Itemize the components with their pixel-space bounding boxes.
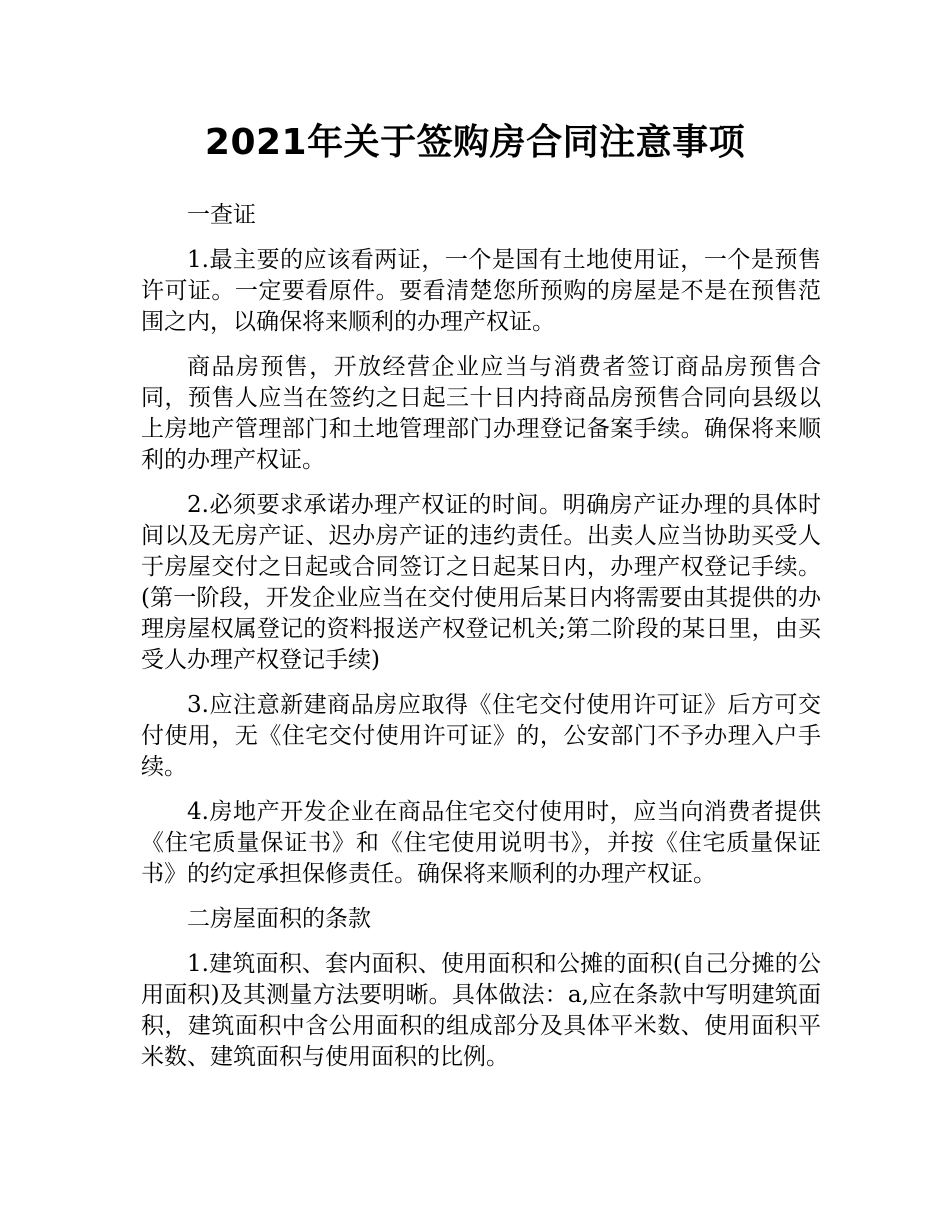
paragraph-two-certificates: 1.最主要的应该看两证，一个是国有土地使用证，一个是预售许可证。一定要看原件。要看清楚您所预购的房屋是不是在预售范围之内，以确保将来顺利的办理产权证。 [141,247,821,335]
document-title: 2021年关于签购房合同注意事项 [204,122,746,163]
paragraph-area-measurement: 1.建筑面积、套内面积、使用面积和公摊的面积(自己分摊的公用面积)及其测量方法要明晰。具体做法：a,应在条款中写明建筑面积，建筑面积中含公用面积的组成部分及具体平米数、使用面积平米数、建筑面积与使用面积的比例。 [141,951,821,1070]
document-body [141,200,821,1087]
paragraph-presale-contract: 商品房预售，开放经营企业应当与消费者签订商品房预售合同，预售人应当在签约之日起三十日内持商品房预售合同向县级以上房地产管理部门和土地管理部门办理登记备案手续。确保将来顺利的办理产权证。 [141,354,821,473]
section-heading-area-terms: 二房屋面积的条款 [187,906,371,932]
paragraph-property-certificate-time: 2.必须要求承诺办理产权证的时间。明确房产证办理的具体时间以及无房产证、迟办房产证的违约责任。出卖人应当协助买受人于房屋交付之日起或合同签订之日起某日内，办理产权登记手续。(第一阶段，开发企业应当在交付使用后某日内将需要由其提供的办理房屋权属登记的资料报送产权登记机关;第二阶段的某日里，由买受人办理产权登记手续) [141,492,821,673]
paragraph-delivery-permit: 3.应注意新建商品房应取得《住宅交付使用许可证》后方可交付使用，无《住宅交付使用许可证》的，公安部门不予办理入户手续。 [141,692,821,780]
paragraph-quality-guarantee: 4.房地产开发企业在商品住宅交付使用时，应当向消费者提供《住宅质量保证书》和《住宅使用说明书》，并按《住宅质量保证书》的约定承担保修责任。确保将来顺利的办理产权证。 [141,799,821,887]
section-heading-verify: 一查证 [187,202,256,228]
